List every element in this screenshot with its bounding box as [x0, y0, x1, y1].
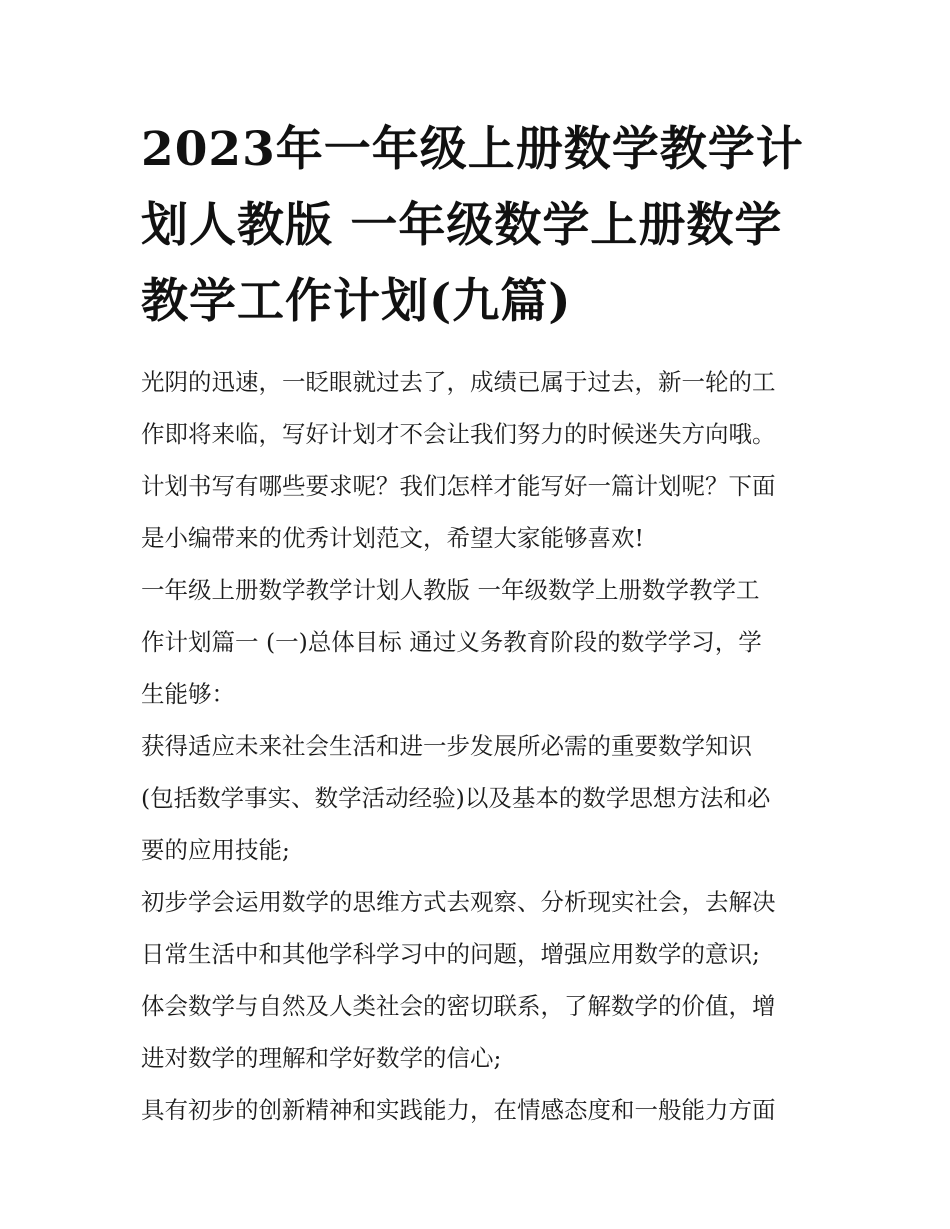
- title-line: 2023年一年级上册数学教学计: [141, 122, 804, 177]
- document-title: [141, 112, 816, 340]
- body-line: 是小编带来的优秀计划范文，希望大家能够喜欢!: [141, 524, 644, 552]
- body-line: 获得适应未来社会生活和进一步发展所必需的重要数学知识: [141, 732, 752, 760]
- body-line: 作计划篇一 (一)总体目标 通过义务教育阶段的数学学习，学: [141, 628, 762, 656]
- document-body: [141, 356, 816, 1136]
- body-line: 进对数学的理解和学好数学的信心;: [141, 1044, 502, 1072]
- body-line: 体会数学与自然及人类社会的密切联系，了解数学的价值，增: [141, 992, 776, 1020]
- title-line: 划人教版 一年级数学上册数学: [141, 198, 783, 253]
- body-line: 一年级上册数学教学计划人教版 一年级数学上册数学教学工: [141, 576, 760, 604]
- body-line: (包括数学事实、数学活动经验)以及基本的数学思想方法和必: [141, 784, 771, 812]
- document-content: [141, 112, 816, 1136]
- title-line: 教学工作计划(九篇): [141, 274, 572, 329]
- body-line: 初步学会运用数学的思维方式去观察、分析现实社会，去解决: [141, 888, 776, 916]
- body-line: 作即将来临，写好计划才不会让我们努力的时候迷失方向哦。: [141, 420, 776, 448]
- body-line: 光阴的迅速，一眨眼就过去了，成绩已属于过去，新一轮的工: [141, 368, 776, 396]
- body-line: 生能够：: [141, 680, 235, 708]
- body-line: 具有初步的创新精神和实践能力，在情感态度和一般能力方面: [141, 1096, 776, 1124]
- body-line: 计划书写有哪些要求呢？我们怎样才能写好一篇计划呢？下面: [141, 472, 776, 500]
- body-line: 日常生活中和其他学科学习中的问题，增强应用数学的意识;: [141, 940, 760, 968]
- body-line: 要的应用技能;: [141, 836, 290, 864]
